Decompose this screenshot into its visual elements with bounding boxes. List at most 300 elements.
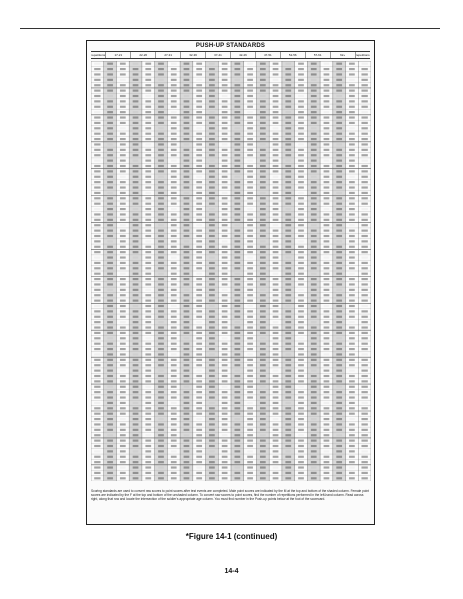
cell-text-mark — [171, 160, 177, 162]
cell-text-mark — [336, 208, 342, 210]
cell-text-mark — [196, 165, 202, 167]
cell-text-mark — [247, 429, 253, 431]
cell-text-mark — [336, 348, 342, 350]
cell-text-mark — [184, 283, 190, 285]
cell-text-mark — [298, 391, 304, 393]
cell-text-mark — [324, 429, 330, 431]
cell-text-mark — [298, 95, 304, 97]
cell-text-mark — [209, 95, 215, 97]
cell-text-mark — [171, 165, 177, 167]
cell-text-mark — [133, 337, 139, 339]
cell-text-mark — [247, 440, 253, 442]
cell-text-mark — [285, 208, 291, 210]
cell-text-mark — [349, 434, 355, 436]
cell-text-mark — [361, 310, 367, 312]
cell-text-mark — [171, 305, 177, 307]
cell-text-mark — [273, 450, 279, 452]
cell-text-mark — [260, 246, 266, 248]
cell-text-mark — [260, 251, 266, 253]
cell-text-mark — [324, 461, 330, 463]
cell-text-mark — [349, 359, 355, 361]
cell-text-mark — [324, 413, 330, 415]
cell-text-mark — [273, 208, 279, 210]
cell-text-mark — [196, 353, 202, 355]
cell-text-mark — [235, 100, 241, 102]
cell-text-mark — [171, 440, 177, 442]
cell-text-mark — [349, 160, 355, 162]
cell-text-mark — [209, 79, 215, 81]
cell-text-mark — [209, 176, 215, 178]
cell-text-mark — [285, 84, 291, 86]
cell-text-mark — [209, 321, 215, 323]
cell-text-mark — [196, 391, 202, 393]
cell-text-mark — [196, 224, 202, 226]
cell-text-mark — [247, 477, 253, 479]
cell-text-mark — [273, 181, 279, 183]
cell-text-mark — [349, 472, 355, 474]
cell-text-mark — [247, 84, 253, 86]
cell-text-mark — [336, 122, 342, 124]
cell-text-mark — [336, 326, 342, 328]
cell-text-mark — [247, 380, 253, 382]
cell-text-mark — [222, 73, 228, 75]
cell-text-mark — [311, 273, 317, 275]
cell-text-mark — [247, 289, 253, 291]
cell-text-mark — [171, 461, 177, 463]
cell-text-mark — [184, 240, 190, 242]
cell-text-mark — [235, 95, 241, 97]
cell-text-mark — [222, 165, 228, 167]
cell-text-mark — [247, 176, 253, 178]
cell-text-mark — [209, 391, 215, 393]
cell-text-mark — [94, 353, 100, 355]
cell-text-mark — [171, 391, 177, 393]
cell-text-mark — [285, 79, 291, 81]
cell-text-mark — [120, 316, 126, 318]
cell-text-mark — [107, 170, 113, 172]
cell-text-mark — [247, 197, 253, 199]
cell-text-mark — [260, 429, 266, 431]
cell-text-mark — [336, 100, 342, 102]
cell-text-mark — [158, 149, 164, 151]
cell-text-mark — [260, 278, 266, 280]
cell-text-mark — [196, 321, 202, 323]
cell-text-mark — [260, 283, 266, 285]
cell-text-mark — [235, 364, 241, 366]
cell-text-mark — [349, 267, 355, 269]
cell-text-mark — [171, 402, 177, 404]
cell-text-mark — [120, 466, 126, 468]
cell-text-mark — [298, 434, 304, 436]
cell-text-mark — [298, 267, 304, 269]
cell-text-mark — [247, 138, 253, 140]
cell-text-mark — [298, 100, 304, 102]
cell-text-mark — [133, 343, 139, 345]
cell-text-mark — [235, 73, 241, 75]
cell-text-mark — [324, 456, 330, 458]
cell-text-mark — [247, 127, 253, 129]
cell-text-mark — [285, 186, 291, 188]
cell-text-mark — [158, 396, 164, 398]
cell-text-mark — [324, 321, 330, 323]
cell-text-mark — [311, 246, 317, 248]
cell-text-mark — [158, 364, 164, 366]
cell-text-mark — [273, 273, 279, 275]
cell-text-mark — [260, 138, 266, 140]
cell-text-mark — [107, 68, 113, 70]
cell-text-mark — [235, 332, 241, 334]
cell-text-mark — [298, 289, 304, 291]
cell-text-mark — [171, 396, 177, 398]
cell-text-mark — [222, 160, 228, 162]
cell-text-mark — [324, 246, 330, 248]
cell-text-mark — [222, 219, 228, 221]
cell-text-mark — [120, 122, 126, 124]
cell-text-mark — [336, 154, 342, 156]
cell-text-mark — [361, 332, 367, 334]
cell-text-mark — [247, 224, 253, 226]
cell-text-mark — [273, 186, 279, 188]
cell-text-mark — [285, 240, 291, 242]
cell-text-mark — [324, 122, 330, 124]
cell-text-mark — [94, 192, 100, 194]
cell-text-mark — [171, 278, 177, 280]
cell-text-mark — [209, 440, 215, 442]
cell-text-mark — [361, 240, 367, 242]
cell-text-mark — [247, 273, 253, 275]
cell-text-mark — [235, 138, 241, 140]
cell-text-mark — [324, 402, 330, 404]
cell-text-mark — [361, 423, 367, 425]
cell-text-mark — [336, 251, 342, 253]
cell-text-mark — [298, 203, 304, 205]
cell-text-mark — [247, 353, 253, 355]
cell-text-mark — [235, 63, 241, 65]
cell-text-mark — [260, 294, 266, 296]
cell-text-mark — [196, 273, 202, 275]
cell-text-mark — [361, 79, 367, 81]
cell-text-mark — [133, 316, 139, 318]
cell-text-mark — [324, 256, 330, 258]
cell-text-mark — [94, 138, 100, 140]
cell-text-mark — [209, 423, 215, 425]
cell-text-mark — [171, 106, 177, 108]
cell-text-mark — [107, 300, 113, 302]
cell-text-mark — [260, 149, 266, 151]
cell-text-mark — [171, 456, 177, 458]
cell-text-mark — [184, 321, 190, 323]
cell-text-mark — [285, 176, 291, 178]
cell-text-mark — [94, 154, 100, 156]
cell-text-mark — [171, 143, 177, 145]
cell-text-mark — [120, 450, 126, 452]
cell-text-mark — [298, 300, 304, 302]
cell-text-mark — [311, 186, 317, 188]
cell-text-mark — [158, 332, 164, 334]
cell-text-mark — [120, 364, 126, 366]
cell-text-mark — [336, 176, 342, 178]
cell-text-mark — [247, 450, 253, 452]
cell-text-mark — [247, 375, 253, 377]
cell-text-mark — [184, 149, 190, 151]
cell-text-mark — [94, 160, 100, 162]
cell-text-mark — [158, 95, 164, 97]
cell-text-mark — [196, 106, 202, 108]
cell-text-mark — [349, 289, 355, 291]
cell-text-mark — [336, 407, 342, 409]
cell-text-mark — [349, 348, 355, 350]
cell-text-mark — [171, 300, 177, 302]
cell-text-mark — [145, 278, 151, 280]
cell-text-mark — [235, 353, 241, 355]
cell-text-mark — [133, 116, 139, 118]
cell-text-mark — [361, 386, 367, 388]
cell-text-mark — [361, 477, 367, 479]
cell-text-mark — [222, 84, 228, 86]
cell-text-mark — [298, 230, 304, 232]
cell-text-mark — [107, 364, 113, 366]
cell-text-mark — [171, 213, 177, 215]
cell-text-mark — [273, 461, 279, 463]
cell-text-mark — [235, 337, 241, 339]
cell-text-mark — [196, 332, 202, 334]
cell-text-mark — [260, 262, 266, 264]
cell-text-mark — [120, 337, 126, 339]
cell-text-mark — [184, 138, 190, 140]
cell-text-mark — [285, 273, 291, 275]
cell-text-mark — [184, 310, 190, 312]
cell-text-mark — [184, 348, 190, 350]
cell-text-mark — [324, 283, 330, 285]
cell-text-mark — [171, 224, 177, 226]
cell-text-mark — [285, 445, 291, 447]
cell-text-mark — [171, 181, 177, 183]
cell-text-mark — [184, 170, 190, 172]
cell-text-mark — [107, 262, 113, 264]
cell-text-mark — [336, 477, 342, 479]
cell-text-mark — [209, 181, 215, 183]
cell-text-mark — [361, 472, 367, 474]
cell-text-mark — [94, 391, 100, 393]
cell-text-mark — [285, 219, 291, 221]
cell-text-mark — [120, 380, 126, 382]
cell-text-mark — [361, 256, 367, 258]
cell-text-mark — [235, 407, 241, 409]
cell-text-mark — [235, 122, 241, 124]
cell-text-mark — [196, 370, 202, 372]
cell-text-mark — [145, 246, 151, 248]
cell-text-mark — [184, 262, 190, 264]
cell-text-mark — [349, 149, 355, 151]
cell-text-mark — [336, 213, 342, 215]
cell-text-mark — [298, 90, 304, 92]
cell-text-mark — [196, 133, 202, 135]
cell-text-mark — [158, 380, 164, 382]
cell-text-mark — [273, 106, 279, 108]
cell-text-mark — [94, 186, 100, 188]
cell-text-mark — [184, 116, 190, 118]
cell-text-mark — [184, 429, 190, 431]
cell-text-mark — [107, 213, 113, 215]
cell-text-mark — [361, 197, 367, 199]
cell-text-mark — [260, 165, 266, 167]
cell-text-mark — [324, 111, 330, 113]
cell-text-mark — [209, 122, 215, 124]
cell-text-mark — [171, 208, 177, 210]
cell-text-mark — [107, 353, 113, 355]
cell-text-mark — [311, 300, 317, 302]
cell-text-mark — [184, 423, 190, 425]
cell-text-mark — [120, 445, 126, 447]
cell-text-mark — [336, 230, 342, 232]
cell-text-mark — [247, 122, 253, 124]
cell-text-mark — [298, 197, 304, 199]
cell-text-mark — [209, 294, 215, 296]
cell-text-mark — [196, 413, 202, 415]
cell-text-mark — [361, 100, 367, 102]
cell-text-mark — [158, 181, 164, 183]
cell-text-mark — [285, 418, 291, 420]
cell-text-mark — [298, 138, 304, 140]
cell-text-mark — [107, 100, 113, 102]
cell-text-mark — [145, 127, 151, 129]
cell-text-mark — [107, 149, 113, 151]
cell-text-mark — [273, 100, 279, 102]
cell-text-mark — [94, 197, 100, 199]
cell-text-mark — [94, 100, 100, 102]
cell-text-mark — [247, 262, 253, 264]
cell-text-mark — [94, 450, 100, 452]
cell-text-mark — [336, 133, 342, 135]
cell-text-mark — [133, 364, 139, 366]
cell-text-mark — [285, 343, 291, 345]
cell-text-mark — [94, 256, 100, 258]
cell-text-mark — [336, 310, 342, 312]
cell-text-mark — [324, 407, 330, 409]
cell-text-mark — [158, 197, 164, 199]
cell-text-mark — [349, 111, 355, 113]
cell-text-mark — [349, 63, 355, 65]
cell-text-mark — [260, 321, 266, 323]
cell-text-mark — [196, 423, 202, 425]
cell-text-mark — [298, 273, 304, 275]
cell-text-mark — [145, 316, 151, 318]
cell-text-mark — [171, 343, 177, 345]
cell-text-mark — [107, 246, 113, 248]
cell-text-mark — [94, 461, 100, 463]
cell-text-mark — [361, 138, 367, 140]
cell-text-mark — [273, 127, 279, 129]
cell-text-mark — [196, 122, 202, 124]
cell-text-mark — [349, 251, 355, 253]
cell-text-mark — [107, 116, 113, 118]
cell-text-mark — [171, 407, 177, 409]
cell-text-mark — [298, 466, 304, 468]
cell-text-mark — [171, 116, 177, 118]
cell-text-mark — [311, 434, 317, 436]
cell-text-mark — [361, 160, 367, 162]
cell-text-mark — [260, 273, 266, 275]
cell-text-mark — [349, 326, 355, 328]
cell-text-mark — [349, 170, 355, 172]
cell-text-mark — [145, 343, 151, 345]
cell-text-mark — [184, 407, 190, 409]
cell-text-mark — [311, 445, 317, 447]
cell-text-mark — [361, 106, 367, 108]
cell-text-mark — [171, 219, 177, 221]
cell-text-mark — [324, 316, 330, 318]
cell-text-mark — [107, 289, 113, 291]
cell-text-mark — [209, 402, 215, 404]
cell-text-mark — [273, 332, 279, 334]
cell-text-mark — [171, 321, 177, 323]
cell-text-mark — [260, 380, 266, 382]
cell-text-mark — [184, 418, 190, 420]
cell-text-mark — [209, 127, 215, 129]
cell-text-mark — [120, 63, 126, 65]
cell-text-mark — [247, 326, 253, 328]
cell-text-mark — [145, 337, 151, 339]
cell-text-mark — [298, 477, 304, 479]
cell-text-mark — [94, 149, 100, 151]
cell-text-mark — [336, 138, 342, 140]
cell-text-mark — [171, 283, 177, 285]
cell-text-mark — [222, 466, 228, 468]
cell-text-mark — [107, 181, 113, 183]
cell-text-mark — [235, 197, 241, 199]
cell-text-mark — [285, 402, 291, 404]
cell-text-mark — [145, 418, 151, 420]
cell-text-mark — [235, 472, 241, 474]
cell-text-mark — [120, 262, 126, 264]
cell-text-mark — [260, 300, 266, 302]
cell-text-mark — [184, 84, 190, 86]
cell-text-mark — [184, 359, 190, 361]
cell-text-mark — [120, 160, 126, 162]
cell-text-mark — [196, 434, 202, 436]
cell-text-mark — [184, 461, 190, 463]
cell-text-mark — [247, 111, 253, 113]
cell-text-mark — [120, 246, 126, 248]
cell-text-mark — [336, 418, 342, 420]
cell-text-mark — [222, 192, 228, 194]
cell-text-mark — [311, 407, 317, 409]
cell-text-mark — [107, 122, 113, 124]
cell-text-mark — [298, 418, 304, 420]
cell-text-mark — [298, 122, 304, 124]
cell-text-mark — [298, 283, 304, 285]
cell-text-mark — [260, 359, 266, 361]
cell-text-mark — [324, 90, 330, 92]
cell-text-mark — [196, 256, 202, 258]
cell-text-mark — [361, 316, 367, 318]
cell-text-mark — [196, 316, 202, 318]
cell-text-mark — [171, 127, 177, 129]
cell-text-mark — [285, 423, 291, 425]
cell-text-mark — [260, 116, 266, 118]
cell-text-mark — [298, 316, 304, 318]
cell-text-mark — [285, 149, 291, 151]
cell-text-mark — [184, 273, 190, 275]
cell-text-mark — [247, 305, 253, 307]
cell-text-mark — [145, 84, 151, 86]
cell-text-mark — [171, 192, 177, 194]
cell-text-mark — [247, 246, 253, 248]
cell-text-mark — [133, 208, 139, 210]
cell-text-mark — [196, 386, 202, 388]
cell-text-mark — [336, 283, 342, 285]
cell-text-mark — [120, 181, 126, 183]
